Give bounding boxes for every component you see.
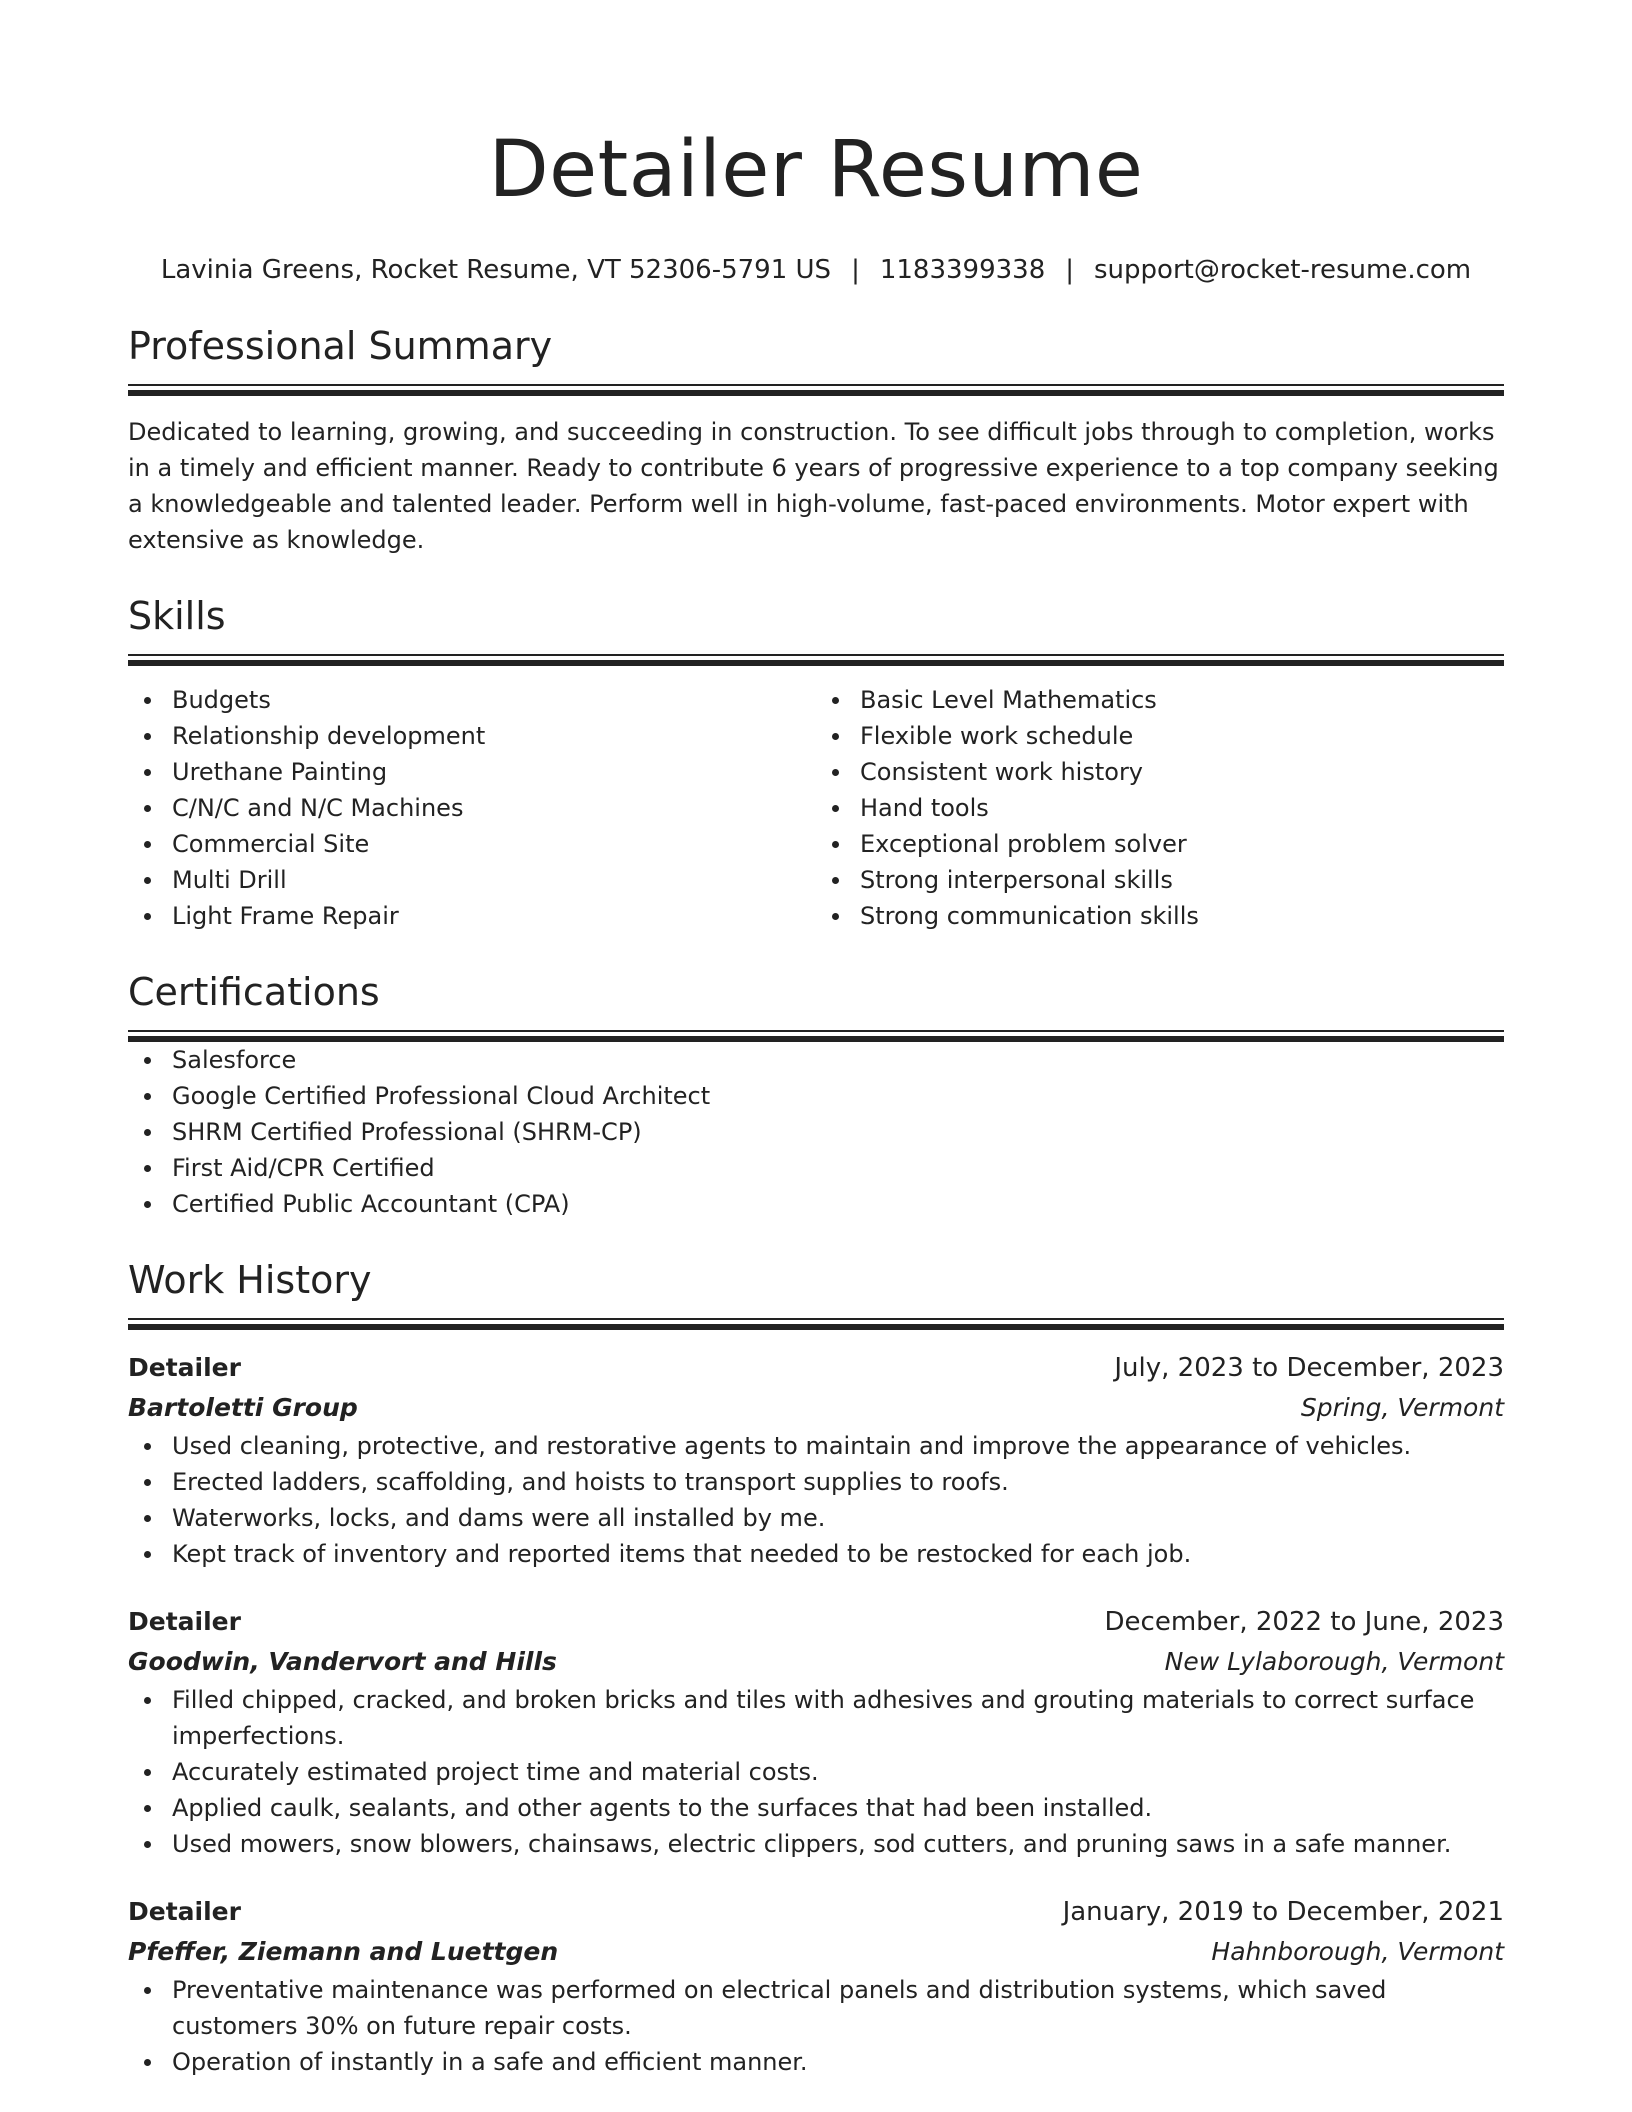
certifications-list	[128, 1042, 1504, 1222]
skill-item: Multi Drill	[128, 862, 816, 898]
contact-separator: |	[1065, 255, 1075, 285]
summary-text: Dedicated to learning, growing, and succeeding in construction. To see difficult jobs through to completion, works in a timely and efficient manner. Ready to contribute 6 years of progressive experience to a top company seeking a knowledgeable and talented leader. Perform well in high-volume, fast-paced environments. Motor expert with extensive as knowledge.	[128, 418, 1499, 554]
skills-heading: Skills	[128, 594, 226, 638]
job-title: Detailer	[128, 1897, 241, 1926]
section-divider	[128, 1030, 1504, 1042]
certification-item: SHRM Certified Professional (SHRM-CP)	[128, 1114, 1504, 1150]
certification-item: Google Certified Professional Cloud Architect	[128, 1078, 1504, 1114]
contact-separator: |	[851, 255, 860, 285]
job-dates: January, 2019 to December, 2021	[1062, 1897, 1504, 1927]
job-location: Spring, Vermont	[1300, 1393, 1504, 1422]
job-duty-item: Applied caulk, sealants, and other agents to the surfaces that had been installed.	[128, 1790, 1504, 1826]
skill-item: Flexible work schedule	[816, 718, 1504, 754]
job-duty-item: Filled chipped, cracked, and broken bricks and tiles with adhesives and grouting materials to correct surface imperfections.	[128, 1682, 1504, 1754]
job-title: Detailer	[128, 1353, 241, 1382]
job-header	[128, 1602, 1504, 1642]
job-duties-list	[128, 1972, 1504, 2080]
work-history-heading: Work History	[128, 1258, 372, 1302]
job-duty-item: Waterworks, locks, and dams were all installed by me.	[128, 1500, 1504, 1536]
skill-item: Strong interpersonal skills	[816, 862, 1504, 898]
skill-item: C/N/C and N/C Machines	[128, 790, 816, 826]
job-header	[128, 1348, 1504, 1388]
job-duties-list	[128, 1682, 1504, 1862]
job-company: Bartoletti Group	[128, 1393, 358, 1422]
job-entry	[128, 1602, 1504, 1862]
job-subheader	[128, 1388, 1504, 1428]
skills-grid	[128, 682, 1504, 934]
skill-item: Hand tools	[816, 790, 1504, 826]
summary-heading: Professional Summary	[128, 324, 553, 368]
document-title: Detailer Resume	[488, 125, 1144, 215]
job-duty-item: Erected ladders, scaffolding, and hoists to transport supplies to roofs.	[128, 1464, 1504, 1500]
job-header	[128, 1892, 1504, 1932]
skill-item: Strong communication skills	[816, 898, 1504, 934]
job-duty-item: Operation of instantly in a safe and efficient manner.	[128, 2044, 1504, 2080]
certifications-heading: Certifications	[128, 970, 380, 1014]
skills-list-right	[816, 682, 1504, 934]
skill-item: Urethane Painting	[128, 754, 816, 790]
summary-section	[128, 322, 1504, 558]
job-entry	[128, 1892, 1504, 2080]
job-duties-list	[128, 1428, 1504, 1572]
contact-address: Lavinia Greens, Rocket Resume, VT 52306-5791 US	[160, 255, 832, 285]
work-history-section	[128, 1256, 1504, 2080]
job-duty-item: Used mowers, snow blowers, chainsaws, electric clippers, sod cutters, and pruning saws in a safe manner.	[128, 1826, 1504, 1862]
job-duty-item: Accurately estimated project time and material costs.	[128, 1754, 1504, 1790]
job-subheader	[128, 1932, 1504, 1972]
certification-item: Salesforce	[128, 1042, 1504, 1078]
job-title: Detailer	[128, 1607, 241, 1636]
job-location: New Lylaborough, Vermont	[1164, 1647, 1504, 1676]
contact-line	[128, 252, 1504, 288]
job-duty-item: Used cleaning, protective, and restorative agents to maintain and improve the appearance of vehicles.	[128, 1428, 1504, 1464]
skill-item: Consistent work history	[816, 754, 1504, 790]
job-location: Hahnborough, Vermont	[1211, 1937, 1504, 1966]
job-duty-item: Preventative maintenance was performed on electrical panels and distribution systems, which saved customers 30% on future repair costs.	[128, 1972, 1504, 2044]
skill-item: Commercial Site	[128, 826, 816, 862]
job-subheader	[128, 1642, 1504, 1682]
skill-item: Basic Level Mathematics	[816, 682, 1504, 718]
job-dates: July, 2023 to December, 2023	[1114, 1353, 1504, 1383]
skill-item: Exceptional problem solver	[816, 826, 1504, 862]
job-entry	[128, 1348, 1504, 1572]
skill-item: Relationship development	[128, 718, 816, 754]
certifications-section	[128, 968, 1504, 1222]
job-company: Goodwin, Vandervort and Hills	[128, 1647, 557, 1676]
certification-item: First Aid/CPR Certified	[128, 1150, 1504, 1186]
contact-email[interactable]: support@rocket-resume.com	[1094, 255, 1472, 285]
section-divider	[128, 654, 1504, 666]
job-duty-item: Kept track of inventory and reported items that needed to be restocked for each job.	[128, 1536, 1504, 1572]
job-dates: December, 2022 to June, 2023	[1104, 1607, 1504, 1637]
skill-item: Budgets	[128, 682, 816, 718]
section-divider	[128, 1318, 1504, 1330]
skills-section	[128, 592, 1504, 934]
section-divider	[128, 384, 1504, 396]
skills-list-left	[128, 682, 816, 934]
certification-item: Certified Public Accountant (CPA)	[128, 1186, 1504, 1222]
contact-phone: 1183399338	[879, 255, 1046, 285]
skill-item: Light Frame Repair	[128, 898, 816, 934]
job-company: Pfeffer, Ziemann and Luettgen	[128, 1937, 559, 1966]
